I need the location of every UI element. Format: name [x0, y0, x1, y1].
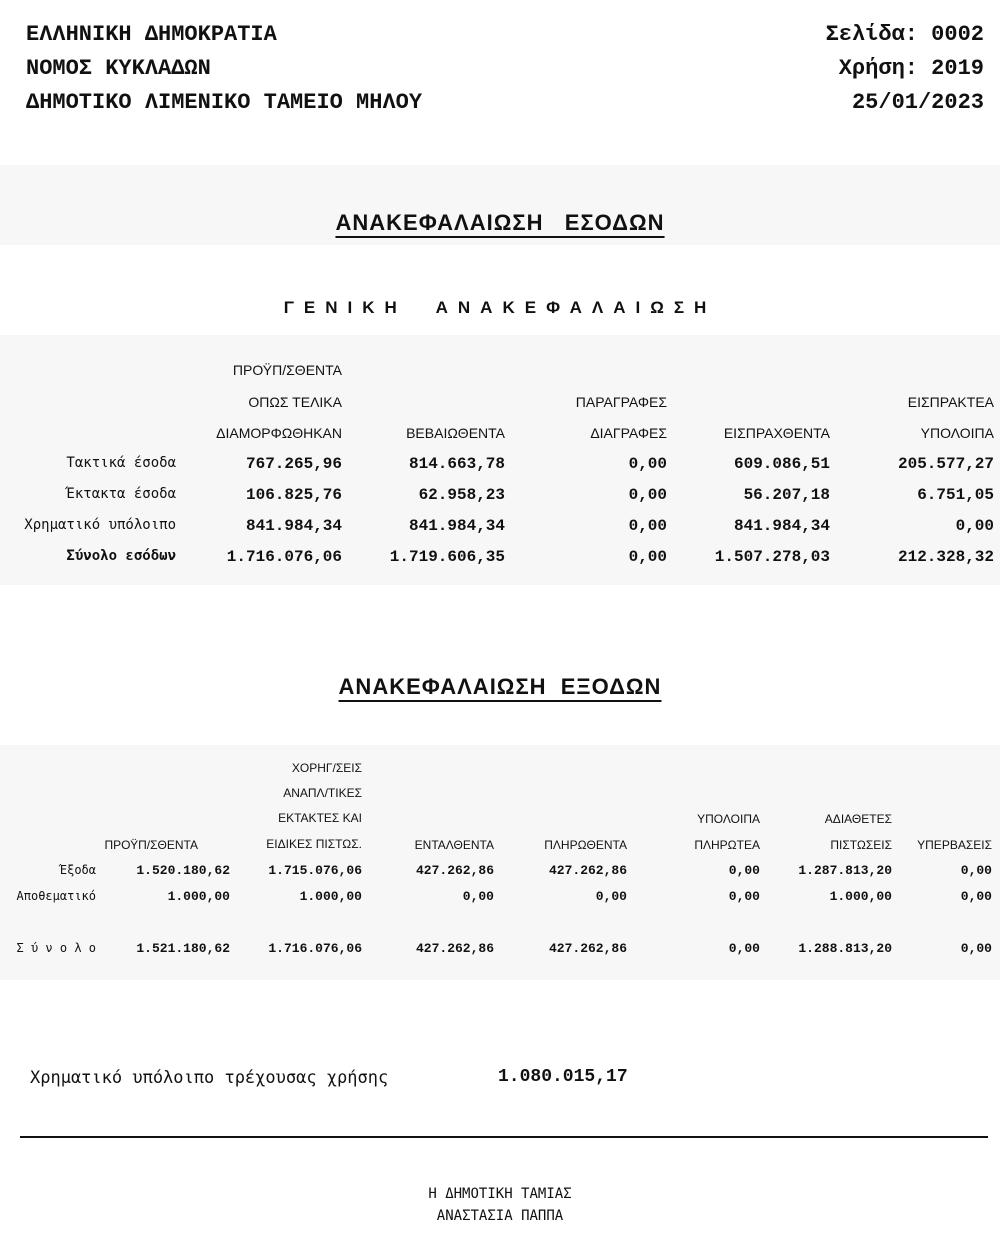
revenue-cell: 767.265,96: [245, 455, 342, 473]
expenses-cell: 0,00: [728, 863, 760, 878]
revenue-cell: 0,00: [628, 455, 667, 473]
revenue-row-label: Τακτικά έσοδα: [66, 455, 176, 471]
expenses-cell: 427.262,86: [415, 863, 494, 878]
balance-value: 1.080.015,17: [498, 1067, 628, 1087]
revenue-cell: 841.984,34: [733, 517, 830, 535]
expenses-col-grants-line2: ΑΝΑΠΛ/ΤΙΚΕΣ: [283, 786, 362, 800]
revenue-cell: 0,00: [628, 517, 667, 535]
expenses-total-label: Σ ύ ν ο λ ο: [16, 941, 96, 955]
revenue-total-cell: 1.507.278,03: [714, 548, 830, 566]
expenses-total-cell: 1.716.076,06: [268, 941, 362, 956]
expenses-cell: 1.000,00: [299, 889, 362, 904]
expenses-col-unused-line2: ΠΙΣΤΩΣΕΙΣ: [830, 838, 892, 852]
header-country: ΕΛΛΗΝΙΚΗ ΔΗΜΟΚΡΑΤΙΑ: [26, 22, 277, 47]
revenue-cell: 205.577,27: [897, 455, 994, 473]
expenses-col-commitments: ΕΝΤΑΛΘΕΝΤΑ: [414, 838, 494, 852]
balance-label: Χρηματικό υπόλοιπο τρέχουσας χρήσης: [30, 1068, 389, 1088]
expenses-cell: 1.715.076,06: [268, 863, 362, 878]
revenue-total-cell: 1.719.606,35: [389, 548, 505, 566]
revenue-cell: 814.663,78: [408, 455, 505, 473]
revenue-col-budget-line3: ΔΙΑΜΟΡΦΩΘΗΚΑΝ: [216, 425, 342, 441]
expenses-total-cell: 0,00: [728, 941, 760, 956]
expenses-cell: 0,00: [595, 889, 627, 904]
expenses-total-cell: 427.262,86: [548, 941, 627, 956]
revenue-cell: 6.751,05: [917, 486, 994, 504]
expenses-cell: 1.287.813,20: [798, 863, 892, 878]
expenses-col-grants-line1: ΧΟΡΗΓ/ΣΕΙΣ: [291, 761, 362, 775]
revenue-col-budget-line1: ΠΡΟΫΠ/ΣΘΕΝΤΑ: [232, 362, 342, 378]
expenses-col-budget: ΠΡΟΫΠ/ΣΘΕΝΤΑ: [104, 838, 198, 852]
revenue-col-collected: ΕΙΣΠΡΑΧΘΕΝΤΑ: [723, 425, 830, 441]
revenue-col-writeoffs-line2: ΔΙΑΓΡΑΦΕΣ: [590, 425, 667, 441]
expenses-total-cell: 427.262,86: [415, 941, 494, 956]
expenses-col-payable-line1: ΥΠΟΛΟΙΠΑ: [697, 812, 760, 826]
expenses-cell: 0,00: [462, 889, 494, 904]
expenses-col-overruns: ΥΠΕΡΒΑΣΕΙΣ: [917, 838, 992, 852]
revenue-col-receivable-line2: ΥΠΟΛΟΙΠΑ: [920, 425, 994, 441]
expenses-col-payable-line2: ΠΛΗΡΩΤΕΑ: [694, 838, 760, 852]
header-page: Σελίδα: 0002: [825, 22, 984, 47]
expenses-col-grants-line4: ΕΙΔΙΚΕΣ ΠΙΣΤΩΣ.: [266, 837, 362, 851]
expenses-col-grants-line3: ΕΚΤΑΚΤΕΣ ΚΑΙ: [278, 811, 362, 825]
expenses-cell: 1.000,00: [167, 889, 230, 904]
revenue-total-label: Σύνολο εσόδων: [66, 548, 176, 564]
expenses-total-cell: 1.288.813,20: [798, 941, 892, 956]
expenses-total-cell: 1.521.180,62: [136, 941, 230, 956]
expenses-row-label: Έξοδα: [59, 863, 96, 877]
expenses-cell: 427.262,86: [548, 863, 627, 878]
revenue-cell: 0,00: [955, 517, 994, 535]
header-fiscal-year: Χρήση: 2019: [838, 56, 984, 81]
revenue-total-cell: 212.328,32: [897, 548, 994, 566]
revenue-cell: 841.984,34: [245, 517, 342, 535]
revenue-cell: 609.086,51: [733, 455, 830, 473]
expenses-title: ΑΝΑΚΕΦΑΛΑΙΩΣΗ ΕΞΟΔΩΝ: [338, 674, 662, 699]
divider: [20, 1136, 988, 1138]
header-organization: ΔΗΜΟΤΙΚΟ ΛΙΜΕΝΙΚΟ ΤΑΜΕΙΟ ΜΗΛΟΥ: [26, 90, 423, 115]
revenue-cell: 106.825,76: [245, 486, 342, 504]
revenue-cell: 0,00: [628, 486, 667, 504]
expenses-total-cell: 0,00: [960, 941, 992, 956]
expenses-cell: 0,00: [960, 889, 992, 904]
header-date: 25/01/2023: [851, 90, 984, 115]
revenue-row-label: Έκτακτα έσοδα: [66, 486, 176, 502]
revenue-cell: 62.958,23: [418, 486, 505, 504]
expenses-cell: 1.520.180,62: [136, 863, 230, 878]
expenses-col-unused-line1: ΑΔΙΑΘΕΤΕΣ: [824, 812, 892, 826]
expenses-row-label: Αποθεματικό: [16, 889, 96, 903]
revenue-title: ΑΝΑΚΕΦΑΛΑΙΩΣΗ ΕΣΟΔΩΝ: [335, 210, 665, 235]
expenses-col-paid: ΠΛΗΡΩΘΕΝΤΑ: [544, 838, 627, 852]
expenses-cell: 0,00: [960, 863, 992, 878]
signature-role: Η ΔΗΜΟΤΙΚΗ ΤΑΜΙΑΣ: [428, 1186, 572, 1202]
revenue-cell: 56.207,18: [743, 486, 830, 504]
expenses-cell: 1.000,00: [829, 889, 892, 904]
revenue-cell: 841.984,34: [408, 517, 505, 535]
revenue-total-cell: 1.716.076,06: [226, 548, 342, 566]
revenue-subtitle: ΓΕΝΙΚΗ ΑΝΑΚΕΦΑΛΑΙΩΣΗ: [283, 298, 717, 317]
revenue-row-label: Χρηματικό υπόλοιπο: [24, 517, 176, 533]
revenue-col-receivable-line1: ΕΙΣΠΡΑΚΤΕΑ: [907, 394, 994, 410]
revenue-total-cell: 0,00: [628, 548, 667, 566]
expenses-cell: 0,00: [728, 889, 760, 904]
signature-name: ΑΝΑΣΤΑΣΙΑ ΠΑΠΠΑ: [436, 1208, 564, 1224]
revenue-col-certified: ΒΕΒΑΙΩΘΕΝΤΑ: [406, 425, 505, 441]
revenue-col-budget-line2: ΟΠΩΣ ΤΕΛΙΚΑ: [248, 394, 342, 410]
header-prefecture: ΝΟΜΟΣ ΚΥΚΛΑΔΩΝ: [26, 56, 211, 81]
revenue-col-writeoffs-line1: ΠΑΡΑΓΡΑΦΕΣ: [575, 394, 667, 410]
